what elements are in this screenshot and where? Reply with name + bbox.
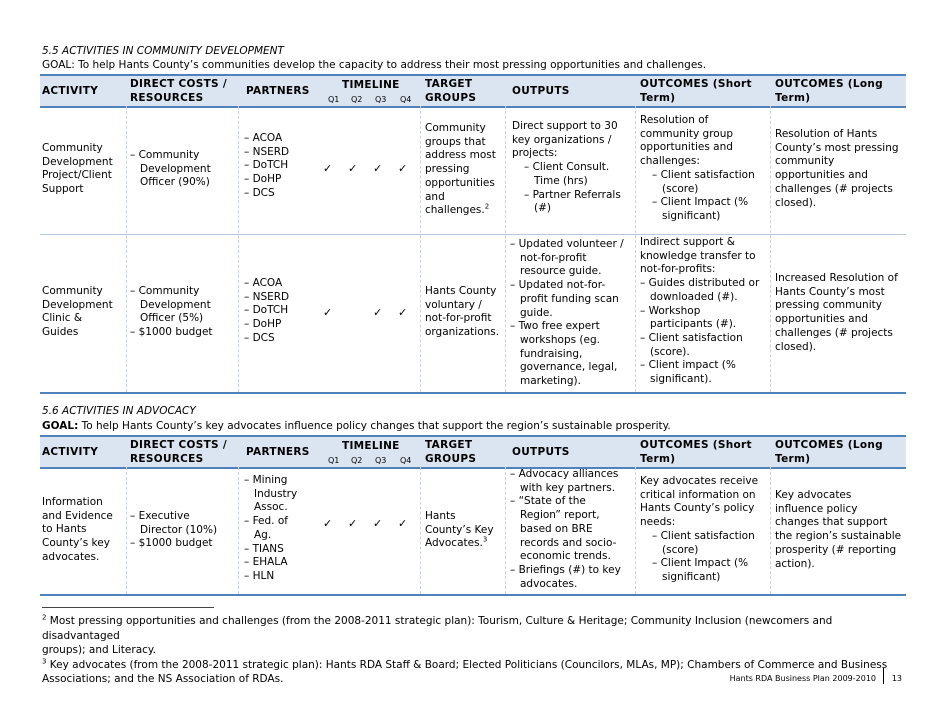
header-q1: Q1 bbox=[328, 456, 340, 465]
header-q4: Q4 bbox=[400, 456, 412, 465]
header-outputs: OUTPUTS bbox=[512, 446, 570, 458]
long-term-cell: Increased Resolution of Hants County’s most pressing community opportunities and challenges (# projects closed). bbox=[775, 272, 898, 353]
activity-cell: Community Development Clinic & Guides bbox=[42, 285, 113, 339]
header-q3: Q3 bbox=[375, 456, 387, 465]
check-q4: ✓ bbox=[398, 517, 408, 530]
header-outputs: OUTPUTS bbox=[512, 85, 570, 97]
footnote-rule bbox=[42, 607, 214, 608]
header-outcomes-short: OUTCOMES (Short bbox=[640, 78, 752, 90]
section-title: 5.5 ACTIVITIES IN COMMUNITY DEVELOPMENT bbox=[42, 45, 284, 57]
header-outcomes-long-term: Term) bbox=[775, 453, 811, 465]
outputs-cell: Direct support to 30 key organizations / projects: – Client Consult. Time (hrs) – Partner Referrals (#) bbox=[512, 120, 621, 215]
header-timeline: TIMELINE bbox=[342, 79, 400, 91]
header-timeline: TIMELINE bbox=[342, 440, 400, 452]
partners-cell: – ACOA – NSERD – DoTCH – DoHP – DCS bbox=[244, 132, 290, 199]
header-outcomes-long: OUTCOMES (Long bbox=[775, 439, 883, 451]
section-title: 5.6 ACTIVITIES IN ADVOCACY bbox=[42, 405, 196, 417]
section-goal: GOAL: To help Hants County’s communities develop the capacity to address their most pressing opportunities and challenges. bbox=[42, 59, 707, 71]
header-target: TARGET bbox=[425, 78, 473, 90]
check-q1: ✓ bbox=[323, 162, 333, 175]
footnote: $^2$ Most pressing opportunities and challenges (from the 2008-2011 strategic plan): Tourism, Culture & Heritage; Community Inclusion (newcomers and disadvantaged groups); and Literacy. $^3$ Key advocates (from the 2008-2011 strategic plan): Hants RDA Staff & Board; Elected Politicians (Councilors, MLAs, MP); Chambers of Commerce and Business Associations; and the NS Association of RDAs. bbox=[42, 613, 888, 685]
header-outcomes-short: OUTCOMES (Short bbox=[640, 439, 752, 451]
header-outcomes-short-term: Term) bbox=[640, 92, 676, 104]
activity-cell: Information and Evidence to Hants County’s key advocates. bbox=[42, 496, 113, 563]
short-term-cell: Indirect support & knowledge transfer to not-for-profits: – Guides distributed or downloaded (#). – Workshop participants (#). – Client satisfaction (score). – Client impact (% significant). bbox=[640, 236, 760, 386]
table-header bbox=[40, 435, 906, 469]
header-q2: Q2 bbox=[351, 95, 363, 104]
header-groups: GROUPS bbox=[425, 453, 477, 465]
header-q2: Q2 bbox=[351, 456, 363, 465]
costs-cell: – Community Development Officer (5%) – $1000 budget bbox=[130, 285, 213, 339]
header-direct-costs: DIRECT COSTS / bbox=[130, 78, 228, 90]
column-divider bbox=[238, 467, 239, 594]
column-divider bbox=[420, 467, 421, 594]
check-q3: ✓ bbox=[373, 306, 383, 319]
short-term-cell: Resolution of community group opportunities and challenges: – Client satisfaction (score) – Client Impact (% significant) bbox=[640, 114, 755, 222]
costs-cell: – Community Development Officer (90%) bbox=[130, 149, 211, 189]
check-q3: ✓ bbox=[373, 162, 383, 175]
column-divider bbox=[770, 106, 771, 392]
check-q4: ✓ bbox=[398, 162, 408, 175]
column-divider bbox=[505, 467, 506, 594]
target-cell: Hants County voluntary / not-for-profit organizations. bbox=[425, 285, 500, 339]
short-term-cell: Key advocates receive critical information on Hants County’s policy needs: – Client satisfaction (score) – Client Impact (% significant) bbox=[640, 475, 759, 583]
section-goal: GOAL: To help Hants County’s key advocates influence policy changes that support the region’s sustainable prosperity. bbox=[42, 420, 671, 432]
target-cell: Hants County’s Key Advocates.$^3$ bbox=[425, 510, 494, 550]
table-row bbox=[40, 106, 906, 235]
partners-cell: – ACOA – NSERD – DoTCH – DoHP – DCS bbox=[244, 277, 290, 344]
column-divider bbox=[635, 106, 636, 392]
header-q4: Q4 bbox=[400, 95, 412, 104]
long-term-cell: Key advocates influence policy changes that support the region’s sustainable prosperity (# reporting action). bbox=[775, 489, 902, 570]
header-partners: PARTNERS bbox=[246, 85, 310, 97]
column-divider bbox=[770, 467, 771, 594]
column-divider bbox=[505, 106, 506, 392]
footer-title: Hants RDA Business Plan 2009-2010 bbox=[729, 674, 876, 683]
check-q2: ✓ bbox=[348, 517, 358, 530]
header-outcomes-long: OUTCOMES (Long bbox=[775, 78, 883, 90]
column-divider bbox=[126, 106, 127, 392]
check-q4: ✓ bbox=[398, 306, 408, 319]
header-resources: RESOURCES bbox=[130, 453, 204, 465]
header-partners: PARTNERS bbox=[246, 446, 310, 458]
table-row bbox=[40, 236, 906, 394]
header-direct-costs: DIRECT COSTS / bbox=[130, 439, 228, 451]
outputs-cell: – Updated volunteer / not-for-profit resource guide. – Updated not-for- profit funding scan guide. – Two free expert workshops (eg. fundraising, governance, legal, marketing). bbox=[510, 238, 624, 388]
header-outcomes-short-term: Term) bbox=[640, 453, 676, 465]
table-header bbox=[40, 74, 906, 108]
partners-cell: – Mining Industry Assoc. – Fed. of Ag. – TIANS – EHALA – HLN bbox=[244, 474, 298, 582]
header-groups: GROUPS bbox=[425, 92, 477, 104]
check-q1: ✓ bbox=[323, 306, 333, 319]
footer-divider bbox=[883, 668, 884, 684]
header-activity: ACTIVITY bbox=[42, 85, 99, 97]
activity-cell: Community Development Project/Client Support bbox=[42, 142, 113, 196]
header-q1: Q1 bbox=[328, 95, 340, 104]
costs-cell: – Executive Director (10%) – $1000 budget bbox=[130, 510, 218, 550]
column-divider bbox=[635, 467, 636, 594]
header-resources: RESOURCES bbox=[130, 92, 204, 104]
check-q2: ✓ bbox=[348, 162, 358, 175]
column-divider bbox=[420, 106, 421, 392]
check-q3: ✓ bbox=[373, 517, 383, 530]
column-divider bbox=[126, 467, 127, 594]
header-target: TARGET bbox=[425, 439, 473, 451]
page-number: 13 bbox=[891, 674, 902, 683]
outputs-cell: – Advocacy alliances with key partners. – “State of the Region” report, based on BRE records and socio- economic trends. – Briefings (#) to key advocates. bbox=[510, 468, 621, 590]
header-outcomes-long-term: Term) bbox=[775, 92, 811, 104]
header-q3: Q3 bbox=[375, 95, 387, 104]
header-activity: ACTIVITY bbox=[42, 446, 99, 458]
column-divider bbox=[238, 106, 239, 392]
target-cell: Community groups that address most pressing opportunities and challenges.$^2$ bbox=[425, 122, 496, 217]
check-q1: ✓ bbox=[323, 517, 333, 530]
table-row bbox=[40, 467, 906, 596]
long-term-cell: Resolution of Hants County’s most pressing community opportunities and challenges (# projects closed). bbox=[775, 128, 899, 209]
